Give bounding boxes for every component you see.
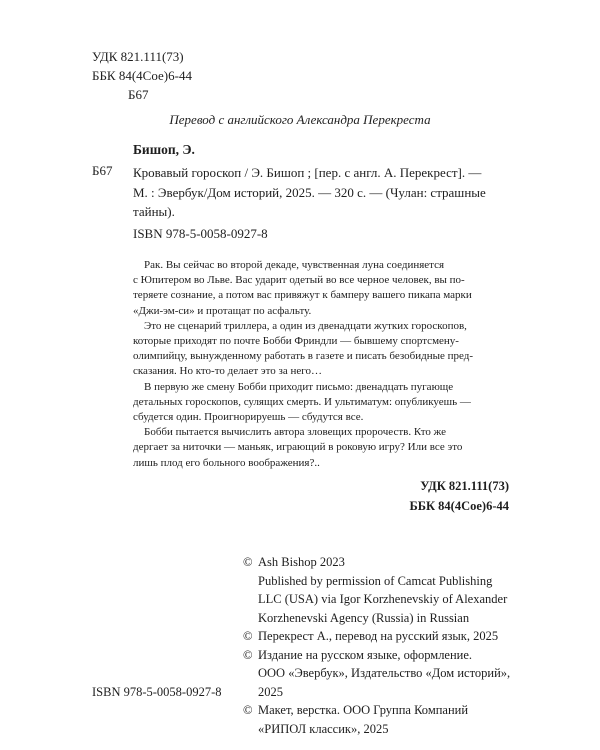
annotation-line: которые приходят по почте Бобби Фриндли — бывшему спортсмену- [133,335,459,348]
annotation [133,258,505,471]
annotation-line: детальных гороскопов, сулящих смерть. И ультиматум: опубликуешь — [133,395,471,408]
annotation-line: сказания. Но кто-то делает это за него… [133,365,323,378]
copyright-symbol: © [243,703,253,717]
annotation-line: Это не сценарий триллера, а один из двенадцати жутких гороскопов, [144,319,467,332]
catalog-isbn: ISBN 978-5-0058-0927-8 [133,226,268,241]
copyright-line: Перекрест А., перевод на русский язык, 2025 [258,629,499,643]
annotation-line: В первую же смену Бобби приходит письмо: двенадцать пугающе [144,380,454,393]
copyright-line: Published by permission of Camcat Publishing [258,573,493,588]
copyright-line: Ash Bishop 2023 [258,555,345,569]
annotation-line: олимпийцу, вынужденному работать в газете и писать безобидные пред- [133,350,473,363]
annotation-paragraph [133,425,505,471]
copyright-block [243,553,518,738]
header-codes [92,47,192,104]
copyright-line: LLC (USA) via Igor Korzhenevskiy of Alexander [258,592,508,606]
copyright-line: ООО «Эвербук», Издательство «Дом историй», [258,666,511,680]
annotation-line: теряете сознание, а потом вас привяжут к бамперу вашего пикапа марки [133,289,472,302]
translator-note: Перевод с английского Александра Перекреста [169,112,431,127]
copyright-line: Макет, верстка. ООО Группа Компаний [258,703,469,717]
copyright-symbol: © [243,647,253,662]
header-udk: УДК 821.111(73) [92,49,184,64]
annotation-paragraph [133,380,505,426]
catalog-author: Бишоп, Э. [133,142,195,157]
catalog-code: Б67 [92,163,113,178]
annotation-line: с Юпитером во Льве. Вас ударит одетый во все черное человек, вы по- [133,274,465,287]
copyright-line: Издание на русском языке, оформление. [258,647,473,662]
annotation-line: лишь плод его больного воображения?.. [133,456,320,469]
copyright-entry [243,553,518,572]
footer-codes [370,476,509,516]
catalog-description [133,163,509,222]
footer-udk: УДК 821.111(73) [420,479,509,493]
annotation-paragraph [133,258,505,319]
annotation-line: Бобби пытается вычислить автора зловещих пророчеств. Кто же [144,426,446,439]
copyright-line: «РИПОЛ классик», 2025 [258,721,389,736]
copyright-line: 2025 [258,684,283,699]
annotation-paragraph [133,319,505,380]
catalog-line: М. : Эвербук/Дом историй, 2025. — 320 с. — (Чулан: страшные [133,184,486,200]
footer-bbk: ББК 84(4Сое)6-44 [409,499,509,513]
annotation-line: дергает за ниточки — маньяк, играющий в роковую игру? Или все это [133,441,463,454]
annotation-line: сбудется один. Проигнорируешь — сбудутся все. [133,411,364,424]
isbn-bottom: ISBN 978-5-0058-0927-8 [92,685,222,699]
copyright-entry [243,627,518,646]
header-author-code: Б67 [128,87,149,102]
copyright-symbol: © [243,629,253,643]
copyright-entry [243,646,518,702]
header-bbk: ББК 84(4Сое)6-44 [92,68,192,83]
copyright-entry [243,701,518,738]
annotation-line: Рак. Вы сейчас во второй декаде, чувственная луна соединяется [144,259,445,271]
catalog-line: Кровавый гороскоп / Э. Бишоп ; [пер. с англ. А. Перекрест]. — [133,165,482,180]
copyright-symbol: © [243,555,253,569]
catalog-line: тайны). [133,204,175,219]
annotation-line: «Джи-эм-си» и протащат по асфальту. [133,304,312,317]
copyright-line: Korzhenevski Agency (Russia) in Russian [258,610,470,625]
copyright-entry [243,572,518,628]
